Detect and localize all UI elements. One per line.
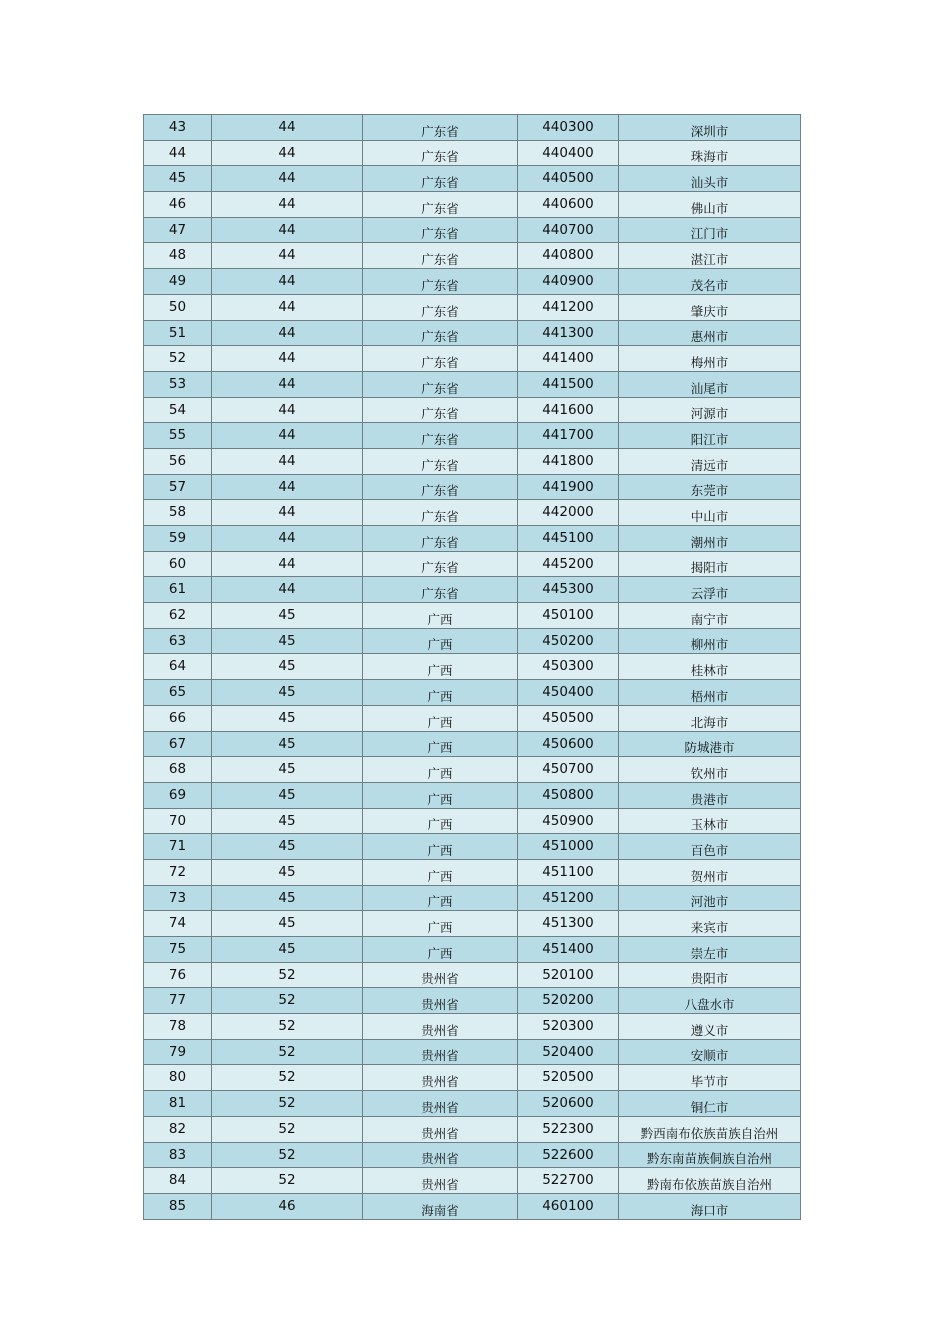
city-name-cell: 惠州市 [619,320,801,346]
province-name-cell: 广西 [363,782,518,808]
city-name-cell: 贵港市 [619,782,801,808]
province-name-cell: 广东省 [363,294,518,320]
row-index-cell: 71 [144,834,212,860]
table-row [144,1065,801,1091]
region-code-cell: 441600 [518,397,619,423]
province-code-cell: 44 [212,346,363,372]
region-code-cell: 520400 [518,1039,619,1065]
city-name-cell: 阳江市 [619,423,801,449]
city-name-cell: 湛江市 [619,243,801,269]
region-code-cell: 441300 [518,320,619,346]
region-code-cell: 451400 [518,937,619,963]
row-index-cell: 57 [144,474,212,500]
province-code-cell: 45 [212,859,363,885]
row-index-cell: 66 [144,705,212,731]
table-row [144,757,801,783]
province-code-cell: 45 [212,834,363,860]
row-index-cell: 85 [144,1193,212,1219]
table-row [144,782,801,808]
province-code-cell: 44 [212,500,363,526]
row-index-cell: 84 [144,1168,212,1194]
city-name-cell: 河池市 [619,885,801,911]
table-row [144,500,801,526]
province-code-cell: 52 [212,962,363,988]
table-row [144,911,801,937]
table-row [144,680,801,706]
region-code-cell: 450200 [518,628,619,654]
province-name-cell: 广东省 [363,320,518,346]
row-index-cell: 52 [144,346,212,372]
province-code-cell: 52 [212,1142,363,1168]
region-code-cell: 520100 [518,962,619,988]
row-index-cell: 45 [144,166,212,192]
table-row [144,192,801,218]
table-row [144,140,801,166]
city-name-cell: 铜仁市 [619,1091,801,1117]
province-code-cell: 52 [212,1091,363,1117]
table-row [144,166,801,192]
city-name-cell: 河源市 [619,397,801,423]
row-index-cell: 74 [144,911,212,937]
province-code-cell: 45 [212,603,363,629]
city-name-cell: 钦州市 [619,757,801,783]
province-code-cell: 45 [212,808,363,834]
city-name-cell: 东莞市 [619,474,801,500]
city-name-cell: 防城港市 [619,731,801,757]
city-name-cell: 梅州市 [619,346,801,372]
province-code-cell: 45 [212,782,363,808]
province-name-cell: 广西 [363,834,518,860]
table-row [144,269,801,295]
table-row [144,859,801,885]
table-row [144,834,801,860]
province-code-cell: 45 [212,680,363,706]
row-index-cell: 65 [144,680,212,706]
province-code-cell: 44 [212,140,363,166]
city-name-cell: 珠海市 [619,140,801,166]
table-row [144,885,801,911]
province-name-cell: 贵州省 [363,1014,518,1040]
province-name-cell: 广西 [363,757,518,783]
row-index-cell: 76 [144,962,212,988]
city-name-cell: 肇庆市 [619,294,801,320]
region-code-cell: 451100 [518,859,619,885]
province-code-cell: 44 [212,371,363,397]
table-row [144,731,801,757]
province-name-cell: 广东省 [363,577,518,603]
region-code-cell: 460100 [518,1193,619,1219]
region-code-cell: 522600 [518,1142,619,1168]
province-code-cell: 52 [212,1065,363,1091]
row-index-cell: 70 [144,808,212,834]
province-code-cell: 45 [212,654,363,680]
province-name-cell: 广东省 [363,217,518,243]
province-name-cell: 广西 [363,731,518,757]
province-code-cell: 44 [212,243,363,269]
province-name-cell: 贵州省 [363,1116,518,1142]
region-code-cell: 442000 [518,500,619,526]
city-name-cell: 江门市 [619,217,801,243]
region-code-cell: 520600 [518,1091,619,1117]
province-name-cell: 广西 [363,859,518,885]
region-code-cell: 450800 [518,782,619,808]
province-name-cell: 广西 [363,680,518,706]
table-row [144,808,801,834]
region-code-cell: 441500 [518,371,619,397]
city-name-cell: 八盘水市 [619,988,801,1014]
row-index-cell: 60 [144,551,212,577]
province-code-cell: 44 [212,217,363,243]
province-code-cell: 46 [212,1193,363,1219]
province-name-cell: 广西 [363,937,518,963]
row-index-cell: 56 [144,448,212,474]
province-name-cell: 广东省 [363,397,518,423]
city-name-cell: 黔东南苗族侗族自治州 [619,1142,801,1168]
province-code-cell: 45 [212,705,363,731]
province-name-cell: 广东省 [363,115,518,141]
province-code-cell: 52 [212,1039,363,1065]
row-index-cell: 81 [144,1091,212,1117]
table-row [144,448,801,474]
region-code-cell: 451000 [518,834,619,860]
region-code-cell: 441800 [518,448,619,474]
province-code-cell: 44 [212,192,363,218]
region-code-cell: 450400 [518,680,619,706]
city-name-cell: 揭阳市 [619,551,801,577]
province-code-cell: 44 [212,166,363,192]
row-index-cell: 49 [144,269,212,295]
province-name-cell: 广西 [363,705,518,731]
province-name-cell: 广东省 [363,140,518,166]
province-name-cell: 广东省 [363,423,518,449]
city-name-cell: 桂林市 [619,654,801,680]
region-code-cell: 450600 [518,731,619,757]
row-index-cell: 50 [144,294,212,320]
row-index-cell: 59 [144,526,212,552]
region-code-cell: 520300 [518,1014,619,1040]
region-code-cell: 440400 [518,140,619,166]
region-code-cell: 520500 [518,1065,619,1091]
region-code-table [143,114,801,1220]
province-name-cell: 广西 [363,654,518,680]
region-code-cell: 440700 [518,217,619,243]
province-code-cell: 52 [212,1116,363,1142]
province-code-cell: 44 [212,577,363,603]
table-row [144,474,801,500]
province-name-cell: 广东省 [363,526,518,552]
table-row [144,423,801,449]
province-code-cell: 44 [212,294,363,320]
province-name-cell: 广东省 [363,371,518,397]
province-code-cell: 45 [212,628,363,654]
table-row [144,1039,801,1065]
province-name-cell: 贵州省 [363,1091,518,1117]
province-code-cell: 44 [212,320,363,346]
row-index-cell: 44 [144,140,212,166]
table-row [144,654,801,680]
row-index-cell: 83 [144,1142,212,1168]
row-index-cell: 82 [144,1116,212,1142]
city-name-cell: 黔西南布依族苗族自治州 [619,1116,801,1142]
table-row [144,705,801,731]
province-code-cell: 44 [212,448,363,474]
row-index-cell: 46 [144,192,212,218]
table-row [144,320,801,346]
province-name-cell: 贵州省 [363,1039,518,1065]
city-name-cell: 清远市 [619,448,801,474]
row-index-cell: 78 [144,1014,212,1040]
row-index-cell: 69 [144,782,212,808]
city-name-cell: 北海市 [619,705,801,731]
province-name-cell: 广西 [363,808,518,834]
province-name-cell: 广东省 [363,269,518,295]
row-index-cell: 75 [144,937,212,963]
city-name-cell: 佛山市 [619,192,801,218]
row-index-cell: 61 [144,577,212,603]
table-body [144,115,801,1220]
region-code-cell: 450500 [518,705,619,731]
row-index-cell: 72 [144,859,212,885]
region-code-cell: 520200 [518,988,619,1014]
province-code-cell: 45 [212,757,363,783]
region-code-cell: 451200 [518,885,619,911]
city-name-cell: 南宁市 [619,603,801,629]
table-row [144,628,801,654]
city-name-cell: 毕节市 [619,1065,801,1091]
table-row [144,1193,801,1219]
province-name-cell: 广东省 [363,243,518,269]
table-row [144,1091,801,1117]
row-index-cell: 73 [144,885,212,911]
row-index-cell: 54 [144,397,212,423]
province-code-cell: 44 [212,551,363,577]
table-row [144,371,801,397]
region-code-cell: 441700 [518,423,619,449]
province-code-cell: 44 [212,397,363,423]
province-name-cell: 广东省 [363,166,518,192]
row-index-cell: 80 [144,1065,212,1091]
province-name-cell: 广东省 [363,448,518,474]
province-code-cell: 44 [212,269,363,295]
province-name-cell: 广东省 [363,346,518,372]
province-code-cell: 44 [212,423,363,449]
row-index-cell: 68 [144,757,212,783]
province-code-cell: 45 [212,731,363,757]
table-row [144,115,801,141]
region-code-cell: 441200 [518,294,619,320]
table-row [144,346,801,372]
region-code-cell: 441900 [518,474,619,500]
province-name-cell: 广东省 [363,192,518,218]
region-code-cell: 450300 [518,654,619,680]
province-name-cell: 贵州省 [363,962,518,988]
region-code-cell: 451300 [518,911,619,937]
row-index-cell: 48 [144,243,212,269]
city-name-cell: 柳州市 [619,628,801,654]
province-name-cell: 广东省 [363,474,518,500]
province-name-cell: 贵州省 [363,1168,518,1194]
city-name-cell: 汕尾市 [619,371,801,397]
table-row [144,526,801,552]
table-row [144,1014,801,1040]
row-index-cell: 67 [144,731,212,757]
region-code-cell: 440600 [518,192,619,218]
row-index-cell: 58 [144,500,212,526]
table-row [144,243,801,269]
table-row [144,937,801,963]
row-index-cell: 53 [144,371,212,397]
city-name-cell: 百色市 [619,834,801,860]
table-row [144,962,801,988]
province-name-cell: 贵州省 [363,1142,518,1168]
province-name-cell: 广东省 [363,551,518,577]
province-code-cell: 52 [212,1014,363,1040]
table-row [144,294,801,320]
city-name-cell: 深圳市 [619,115,801,141]
province-code-cell: 45 [212,885,363,911]
region-code-cell: 522300 [518,1116,619,1142]
region-code-cell: 440300 [518,115,619,141]
city-name-cell: 茂名市 [619,269,801,295]
table-row [144,988,801,1014]
province-name-cell: 海南省 [363,1193,518,1219]
province-code-cell: 52 [212,988,363,1014]
province-name-cell: 广西 [363,911,518,937]
province-code-cell: 45 [212,911,363,937]
city-name-cell: 来宾市 [619,911,801,937]
row-index-cell: 51 [144,320,212,346]
row-index-cell: 63 [144,628,212,654]
city-name-cell: 贵阳市 [619,962,801,988]
table-row [144,1168,801,1194]
province-code-cell: 52 [212,1168,363,1194]
region-code-cell: 445100 [518,526,619,552]
region-code-cell: 445200 [518,551,619,577]
city-name-cell: 崇左市 [619,937,801,963]
table-row [144,397,801,423]
city-name-cell: 梧州市 [619,680,801,706]
province-name-cell: 贵州省 [363,988,518,1014]
city-name-cell: 安顺市 [619,1039,801,1065]
city-name-cell: 潮州市 [619,526,801,552]
table-row [144,1116,801,1142]
region-code-table-container [143,114,800,1220]
row-index-cell: 43 [144,115,212,141]
region-code-cell: 445300 [518,577,619,603]
region-code-cell: 522700 [518,1168,619,1194]
province-code-cell: 44 [212,474,363,500]
row-index-cell: 77 [144,988,212,1014]
province-name-cell: 广东省 [363,500,518,526]
province-name-cell: 广西 [363,628,518,654]
province-name-cell: 广西 [363,603,518,629]
table-row [144,603,801,629]
table-row [144,551,801,577]
region-code-cell: 440900 [518,269,619,295]
region-code-cell: 440800 [518,243,619,269]
row-index-cell: 79 [144,1039,212,1065]
region-code-cell: 440500 [518,166,619,192]
province-code-cell: 44 [212,526,363,552]
city-name-cell: 玉林市 [619,808,801,834]
city-name-cell: 中山市 [619,500,801,526]
province-name-cell: 贵州省 [363,1065,518,1091]
city-name-cell: 黔南布依族苗族自治州 [619,1168,801,1194]
city-name-cell: 云浮市 [619,577,801,603]
city-name-cell: 汕头市 [619,166,801,192]
city-name-cell: 遵义市 [619,1014,801,1040]
region-code-cell: 450700 [518,757,619,783]
province-name-cell: 广西 [363,885,518,911]
row-index-cell: 62 [144,603,212,629]
row-index-cell: 47 [144,217,212,243]
row-index-cell: 64 [144,654,212,680]
table-row [144,1142,801,1168]
row-index-cell: 55 [144,423,212,449]
province-code-cell: 44 [212,115,363,141]
table-row [144,217,801,243]
table-row [144,577,801,603]
city-name-cell: 贺州市 [619,859,801,885]
province-code-cell: 45 [212,937,363,963]
region-code-cell: 450100 [518,603,619,629]
region-code-cell: 450900 [518,808,619,834]
city-name-cell: 海口市 [619,1193,801,1219]
region-code-cell: 441400 [518,346,619,372]
